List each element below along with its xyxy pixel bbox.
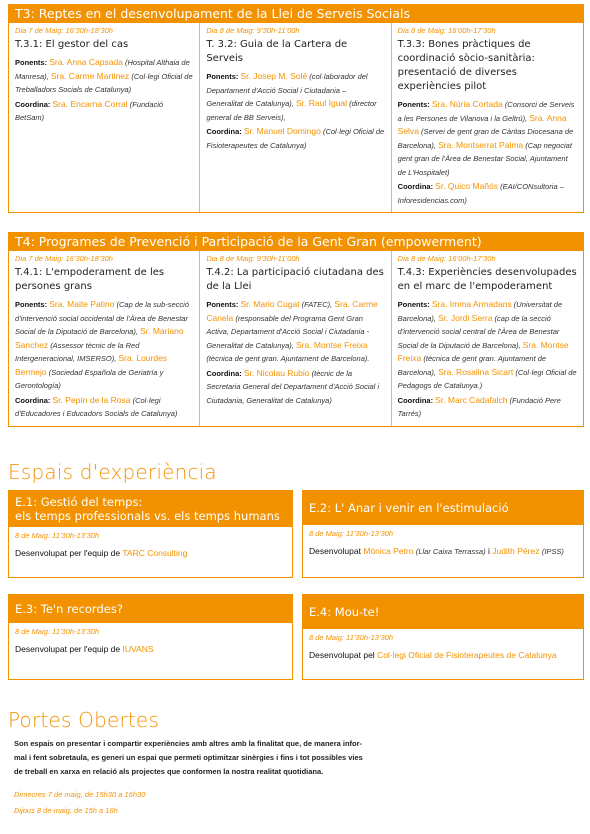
session-title: T. 3.2: Guia de la Cartera de Serveis [206,39,348,64]
card-person: Judith Pérez [492,546,540,556]
portes-date-2: Dijous 8 de maig, de 15h a 16h [14,806,118,815]
speaker-affiliation: (cap de la secció d'intervenció social central de l'Àrea de Benestar Social de la Diputació de Barcelona), [397,313,560,350]
speaker-name: Sra. Maite Patino [49,299,115,309]
session-t3-3 [392,23,583,212]
coordinator-name: Sr. Pepín de la Rosa [52,394,131,405]
ponents-label: Ponents: [397,300,430,309]
speaker-affiliation: (Consorci de Serveis a les Persones de Vilanova i la Geltrú), [397,100,575,123]
description-line: mal i fent sobretaula, es generi un espai que permeti optimitzar sinèrgies i fins i tot possibles vies [14,753,363,762]
coordinator-name: Sr. Quico Mañós [435,181,499,191]
speaker-affiliation: (FATEC), [301,300,333,309]
speaker-affiliation: (Cap negociat gent gran de l'Àrea de Benestar Social, Ajuntament de L'Hospitalet) [397,140,572,177]
card-title: E.2: L' Anar i venir en l'estimulació [303,491,583,525]
ponents-label: Ponents: [397,100,430,109]
speaker-name: Sra. Anna Capsada [49,57,123,67]
card-date: 8 de Maig: 11’30h-13’30h [15,627,100,636]
card-e4 [302,594,584,680]
speaker-name: Sra. Carme Canela [206,299,378,323]
coordinator-affiliation: (tècnic de la Secretaria General del Departament d'Acció Social i Ciutadania, Generalitat de Catalunya) [206,368,380,405]
card-org: TARC Consulting [122,548,188,558]
coordina-label: Coordina: [397,182,434,191]
card-title-line: els temps professionals vs. els temps humans [15,509,280,523]
section-title: T3: Reptes en el desenvolupament de la Llei de Serveis Socials [9,5,583,23]
ponents-label: Ponents: [15,58,48,67]
ponents-label: Ponents: [15,300,48,309]
ponents-label: Ponents: [206,300,239,309]
speaker-name: Sr. Jordi Serra [438,312,493,323]
card-date: 8 de Maig: 11’30h-13’30h [309,633,394,642]
coordina-label: Coordina: [397,395,434,405]
speaker-name: Sra. Rosalina Sicart [438,366,514,377]
speaker-name: Sra. Montse Freixa [295,339,368,350]
speaker-affiliation: (Servei de gent gran de Càritas Diocesana de Barcelona), [397,127,574,150]
section-t3 [8,4,584,213]
coordinator-affiliation: (Fundació Pere Tarrés) [397,395,561,418]
coordinator-name: Sra. Encarna Corral [52,98,128,109]
card-title [9,491,292,527]
coordinator-name: Sr. Manuel Domingo [243,126,321,136]
card-e3 [8,594,293,680]
card-org: IUVANS [122,644,154,654]
coordina-label: Coordina: [15,99,51,109]
speaker-affiliation: (responsable del Programa Gent Gran Activa, Departament d'Acció Social i Ciutadania - Generalitat de Catalunya), [206,313,370,350]
description-line: Son espais on presentar i compartir experiències amb altres amb la finalitat que, de manera infor- [14,739,363,748]
speaker-affiliation: (Hospital Althaia de Manresa), [15,58,190,81]
speaker-affiliation: (director general de BB Serveis), [206,99,377,122]
speaker-name: Sra. Montse Freixa [397,339,569,363]
session-t4-1 [9,251,200,426]
speaker-name: Sr. Raul Igual [295,98,348,108]
coordina-label: Coordina: [206,127,242,136]
description-line: de treball en xarxa en relació als projectes que conformen la nostra realitat quotidiana. [14,767,324,776]
speaker-name: Sr. Mario Cugat [240,299,300,309]
speaker-name: Sra. Montserrat Palma [438,139,524,150]
speaker-affiliation: (Cap de la sub-secció d'intervenció social occidental de l'Àrea de Benestar Social de la Diputació de Barcelona), [15,300,190,336]
card-title-line: E.1: Gestió del temps: [15,495,143,509]
speaker-affiliation: (col·laborador del Departament d'Acció Social i Ciutadania – Generalitat de Catalunya), [206,72,368,108]
speaker-name: Sr. Mariano Sanchez [15,326,184,350]
coordina-label: Coordina: [206,368,242,378]
session-t3-1 [9,23,200,212]
speaker-name: Sra. Núria Cortada [431,99,503,109]
coordina-label: Coordina: [15,395,51,405]
speaker-name: Sra. Carme Martinez [50,70,130,81]
speaker-affiliation: (Col·legi Oficial de Pedagogs de Catalunya.) [397,367,577,390]
speaker-affiliation: (Universitat de Barcelona), [397,300,563,323]
card-org: Col·legi Oficial de Fisioterapeutes de Catalunya [377,650,557,660]
session-title: T.3.1: El gestor del cas [15,39,129,50]
portes-description [14,737,584,779]
speaker-name: Sra. Lourdes Bermejo [15,353,168,377]
ponents-label: Ponents: [206,72,239,81]
coordinator-name: Sr. Nicolau Rubio [243,367,310,378]
session-t4-2 [200,251,391,426]
card-lead: Desenvolupat pel [309,650,375,660]
session-title: T.4.2: La participació ciutadana des de la Llei [206,267,384,292]
speaker-affiliation: (tècnica de gent gran. Ajuntament de Barcelona). [206,354,370,363]
coordinator-affiliation: (EAI/CONsultoria – Inforesidencias.com) [397,182,564,205]
coordinator-name: Sr. Marc Cadafalch [435,394,508,405]
session-t3-2 [200,23,391,212]
card-lead: Desenvolupat per l'equip de [15,644,121,654]
coordinator-affiliation: (Fundació BetSam) [15,99,164,122]
session-t4-3 [392,251,583,426]
coordinator-affiliation: (Col·legi d'Educadores i Educadors Socials de Catalunya) [15,395,178,418]
speaker-affiliation: (Assessor tècnic de la Red Intergeneracional, IMSERSO), [15,340,140,363]
card-person-affiliation: (Llar Caixa Terrassa) [415,547,486,556]
espais-heading: Espais d'experiència [8,460,217,484]
section-title: T4: Programes de Prevenció i Participació de la Gent Gran (empowerment) [9,233,583,251]
session-date: Dia 7 de Maig: 16’30h-18’30h [15,26,113,35]
card-conj: i [487,546,490,556]
card-person: Mònica Petro [363,546,414,556]
card-title: E.4: Mou-te! [303,595,583,629]
card-title: E.3: Te'n recordes? [9,595,292,623]
card-lead: Desenvolupat [309,546,361,556]
session-date: Dia 8 de Maig: 16’00h-17’30h [397,26,496,35]
session-date: Dia 8 de Maig: 9’30h-11’00h [206,254,300,263]
portes-heading: Portes Obertes [8,708,160,732]
portes-date-1: Dimecres 7 de maig, de 15h30 a 16h30 [14,790,146,799]
speaker-affiliation: (Col·legi Oficial de Treballadors Socials de Catalunya) [15,71,193,94]
speaker-name: Sr. Josep M. Solé [240,71,308,81]
card-person-affiliation: (IPSS) [541,547,564,556]
card-e1 [8,490,293,578]
session-title: T.4.3: Experiències desenvolupades en el marc de l'empoderament [397,267,577,292]
session-title: T.3.3: Bones pràctiques de coordinació sòcio-sanitària: presentació de diverses experiències pilot [397,39,535,92]
card-date: 8 de Maig: 11’30h-13’30h [15,531,100,540]
speaker-name: Sra. Anna Selva [397,112,567,136]
coordinator-affiliation: (Col·legi Oficial de Fisioterapeutes de Catalunya) [206,127,385,150]
card-lead: Desenvolupat per l'equip de [15,548,121,558]
session-title: T.4.1: L'empoderament de les persones grans [15,267,165,292]
speaker-name: Sra. Imma Armadans [431,299,512,309]
section-t4 [8,232,584,427]
speaker-affiliation: (Sociedad Española de Geriatría y Gerontología) [15,367,164,390]
session-date: Dia 7 de Maig: 16’30h-18’30h [15,254,113,263]
speaker-affiliation: (tècnica de gent gran. Ajuntament de Barcelona), [397,354,547,377]
session-date: Dia 8 de Maig: 9’30h-11’00h [206,26,300,35]
session-date: Dia 8 de Maig: 16’00h-17’30h [397,254,496,263]
card-e2 [302,490,584,578]
card-date: 8 de Maig: 11’30h-13’30h [309,529,394,538]
